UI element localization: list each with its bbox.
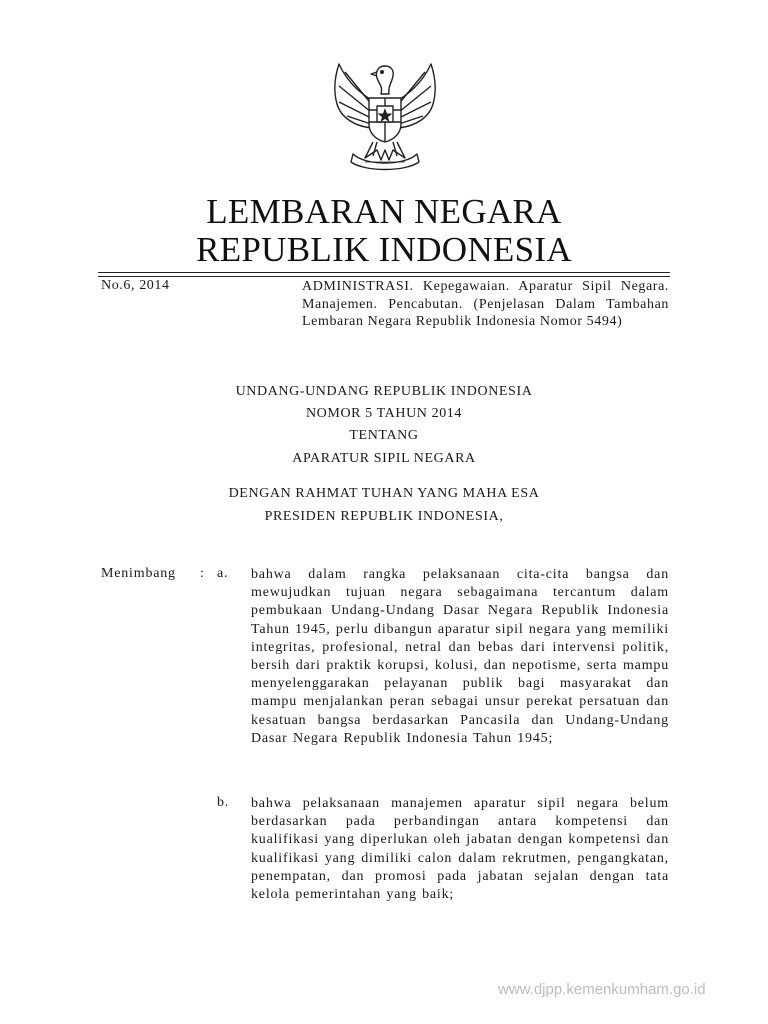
item-b-text: bahwa pelaksanaan manajemen aparatur sipil negara belum berdasarkan pada perbandingan antara kompetensi dan kualifikasi yang diperlukan oleh jabatan dengan kompetensi dan kualifikasi yang dimiliki calon dalam rekrutmen, pengangkatan, penempatan, dan promosi pada jabatan sejalan dengan tata kelola pemerintahan yang baik; xyxy=(251,796,669,903)
item-b-marker: b. xyxy=(217,795,230,810)
law-number: NOMOR 5 TAHUN 2014 xyxy=(305,406,463,421)
preamble-line2: PRESIDEN REPUBLIK INDONESIA, xyxy=(264,509,504,524)
header-rule-bottom xyxy=(98,276,670,277)
law-title-line1: UNDANG-UNDANG REPUBLIK INDONESIA xyxy=(235,384,533,399)
considering-colon: : xyxy=(200,566,205,581)
gazette-title-line1: LEMBARAN NEGARA xyxy=(206,192,562,231)
law-about: TENTANG xyxy=(349,428,419,443)
document-summary: ADMINISTRASI. Kepegawaian. Aparatur Sipil Negara. Manajemen. Pencabutan. (Penjelasan Dalam Tambahan Lembaran Negara Republik Indonesia Nomor 5494) xyxy=(302,279,669,330)
considering-label: Menimbang xyxy=(101,566,176,581)
gazette-title-line2: REPUBLIK INDONESIA xyxy=(196,230,572,269)
law-subject: APARATUR SIPIL NEGARA xyxy=(292,451,476,466)
preamble-line1: DENGAN RAHMAT TUHAN YANG MAHA ESA xyxy=(228,486,540,501)
item-a-marker: a. xyxy=(217,566,229,581)
watermark-link[interactable]: www.djpp.kemenkumham.go.id xyxy=(498,981,706,998)
item-a-text: bahwa dalam rangka pelaksanaan cita-cita bangsa dan mewujudkan tujuan negara sebagaimana tercantum dalam pembukaan Undang-Undang Dasar Negara Republik Indonesia Tahun 1945, perlu dibangun aparatur sipil negara yang memiliki integritas, profesional, netral dan bebas dari intervensi politik, bersih dari praktik korupsi, kolusi, dan nepotisme, serta mampu menyelenggarakan pelayanan publik bagi masyarakat dan mampu menjalankan peran sebagai unsur perekat persatuan dan kesatuan bangsa berdasarkan Pancasila dan Undang-Undang Dasar Negara Republik Indonesia Tahun 1945; xyxy=(251,567,669,746)
document-number: No.6, 2014 xyxy=(101,278,170,293)
garuda-pancasila-emblem-icon xyxy=(325,46,445,176)
header-rule-top xyxy=(98,272,670,273)
